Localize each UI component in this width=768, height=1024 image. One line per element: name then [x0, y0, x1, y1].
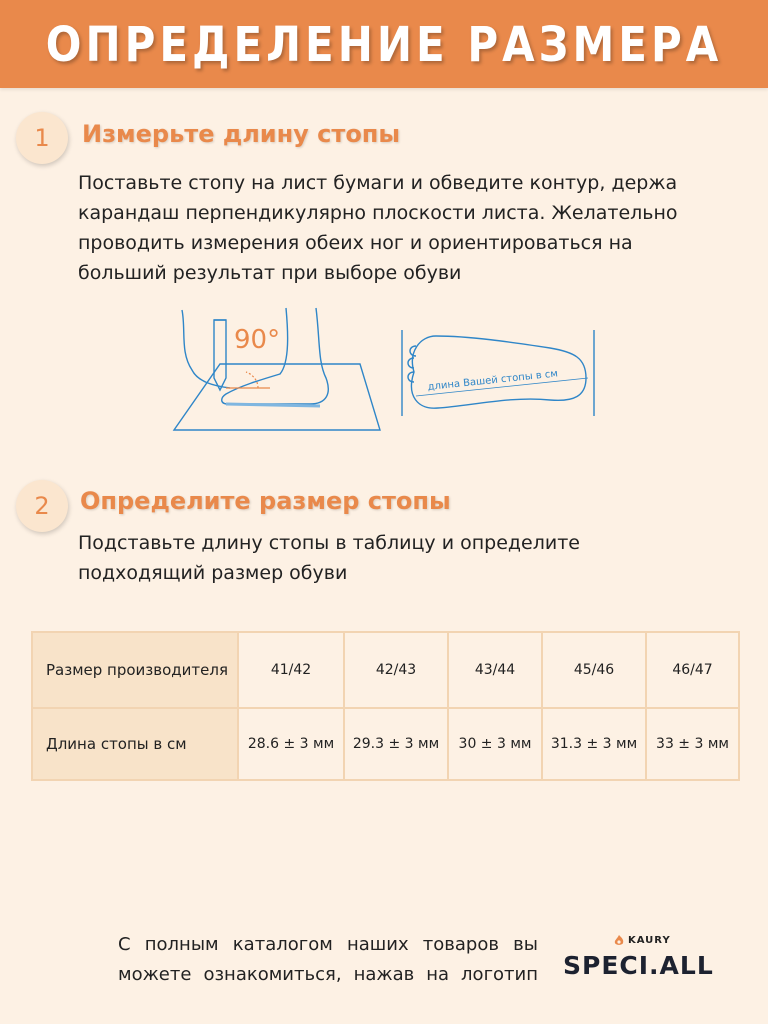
page-title: ОПРЕДЕЛЕНИЕ РАЗМЕРА: [45, 15, 723, 73]
logo-small-text: KAURY: [628, 934, 671, 946]
table-cell-length: 29.3 ± 3 мм: [344, 708, 448, 780]
pencil-shape: [214, 320, 226, 390]
table-row: [32, 708, 739, 780]
table-cell-length: 31.3 ± 3 мм: [542, 708, 646, 780]
foot-measurement-illustration: [170, 300, 610, 440]
table-cell-length: 33 ± 3 мм: [646, 708, 739, 780]
table-cell-size: 42/43: [344, 632, 448, 708]
table-cell-size: 43/44: [448, 632, 542, 708]
table-cell-size: 41/42: [238, 632, 344, 708]
table-row-header: Длина стопы в см: [32, 708, 238, 780]
brand-logo-link[interactable]: [563, 934, 714, 980]
paper-sheet-shape: [174, 364, 380, 430]
foot-outline-top: [411, 336, 586, 408]
logo-main-text: SPECI.ALL: [563, 951, 714, 980]
header-banner: [0, 0, 768, 88]
catalog-note: С полным каталогом наших товаров вы можете ознакомиться, нажав на логотип: [118, 934, 538, 985]
step-1-title: Измерьте длину стопы: [82, 120, 401, 148]
flame-icon: [613, 934, 625, 946]
step-1-text: Поставьте стопу на лист бумаги и обведите контур, держа карандаш перпендикулярно плоскости листа. Желательно проводить измерения обеих ног и ориентироваться на больший результат при выборе обуви: [78, 172, 678, 284]
size-table: [31, 631, 740, 781]
table-cell-length: 30 ± 3 мм: [448, 708, 542, 780]
step-1-number: 1: [34, 124, 50, 152]
step-2-number: 2: [34, 492, 50, 520]
step-2-title: Определите размер стопы: [80, 487, 451, 515]
table-cell-size: 46/47: [646, 632, 739, 708]
step-2-text: Подставьте длину стопы в таблицу и определите подходящий размер обуви: [78, 532, 580, 584]
angle-label: 90°: [234, 325, 281, 355]
hand-outline: [182, 310, 230, 388]
table-row: [32, 632, 739, 708]
logo-small: [613, 934, 714, 946]
step-1-badge: [16, 112, 68, 164]
step-2-badge: [16, 480, 68, 532]
table-row-header: Размер производителя: [32, 632, 238, 708]
table-cell-size: 45/46: [542, 632, 646, 708]
table-cell-length: 28.6 ± 3 мм: [238, 708, 344, 780]
leg-outline: [222, 308, 329, 404]
foot-length-label: длина Вашей стопы в см: [427, 368, 559, 393]
